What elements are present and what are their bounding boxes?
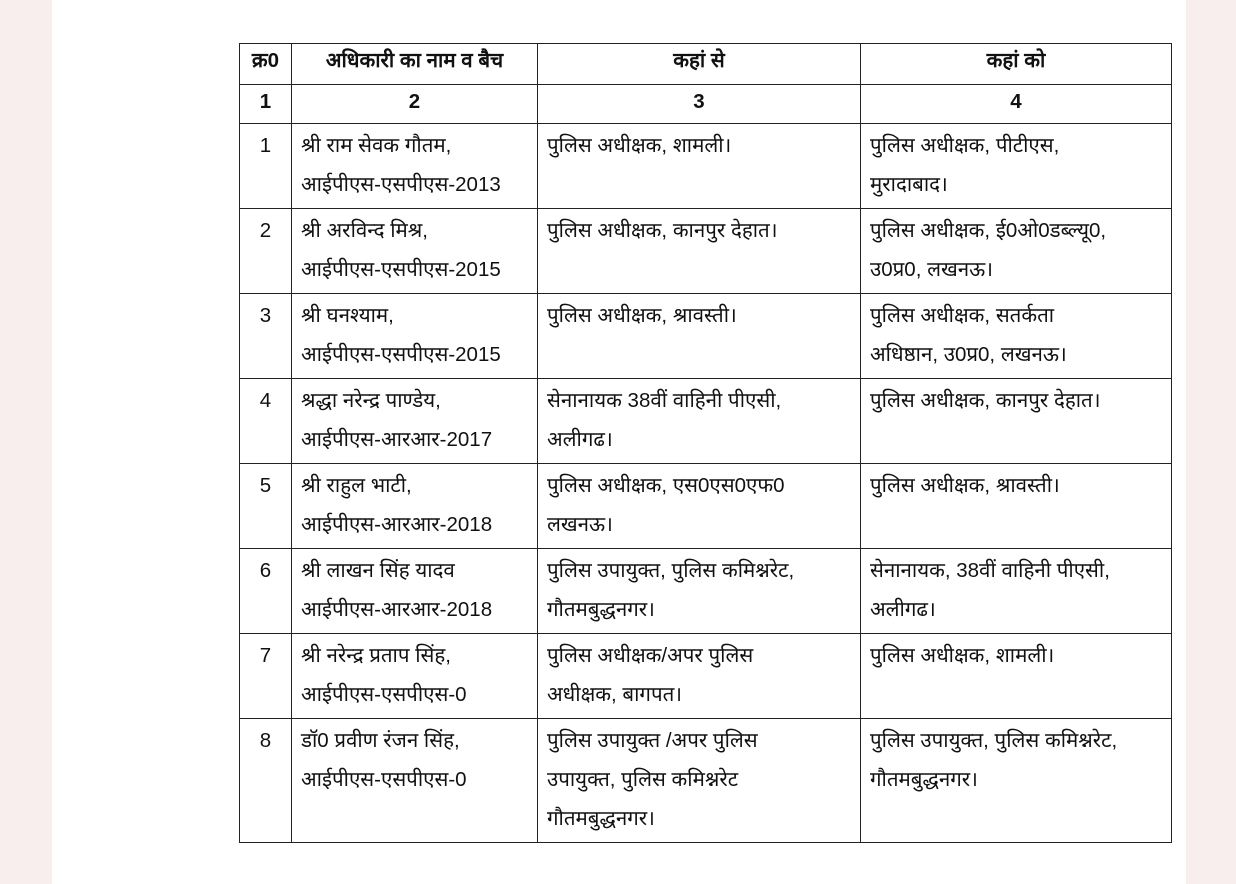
table-row xyxy=(240,634,1172,719)
officer-name-cell xyxy=(292,634,538,719)
from-posting-cell xyxy=(538,294,861,379)
column-number-row xyxy=(240,85,1172,124)
from-posting-cell xyxy=(538,124,861,209)
cell-line: उ0प्र0, लखनऊ। xyxy=(870,258,993,281)
cell-line: आईपीएस-एसपीएस-2013 xyxy=(301,173,501,196)
cell-line: आईपीएस-एसपीएस-0 xyxy=(301,683,467,706)
cell-line: पुलिस अधीक्षक, सतर्कता xyxy=(870,304,1055,327)
officer-name-cell xyxy=(292,549,538,634)
cell-line: गौतमबुद्धनगर। xyxy=(547,598,655,621)
from-posting-cell xyxy=(538,634,861,719)
officer-name-cell xyxy=(292,124,538,209)
officer-name-cell xyxy=(292,719,538,843)
table-row xyxy=(240,379,1172,464)
cell-line: अधिष्ठान, उ0प्र0, लखनऊ। xyxy=(870,343,1067,366)
from-posting-cell xyxy=(538,549,861,634)
cell-line: आईपीएस-आरआर-2017 xyxy=(301,428,493,451)
column-number: 4 xyxy=(861,85,1172,124)
to-posting-cell xyxy=(861,379,1172,464)
header-to: कहां को xyxy=(861,44,1172,85)
row-serial: 1 xyxy=(240,124,292,209)
header-from: कहां से xyxy=(538,44,861,85)
cell-line: पुलिस उपायुक्त, पुलिस कमिश्नरेट, xyxy=(870,729,1118,752)
row-serial: 6 xyxy=(240,549,292,634)
column-number: 1 xyxy=(240,85,292,124)
cell-line: पुलिस अधीक्षक, पीटीएस, xyxy=(870,134,1060,157)
to-posting-cell xyxy=(861,634,1172,719)
cell-line: पुलिस अधीक्षक, शामली। xyxy=(547,134,732,157)
row-serial: 2 xyxy=(240,209,292,294)
cell-line: सेनानायक, 38वीं वाहिनी पीएसी, xyxy=(870,559,1110,582)
to-posting-cell xyxy=(861,209,1172,294)
header-serial: क्र0 xyxy=(240,44,292,85)
table-row xyxy=(240,294,1172,379)
document-page xyxy=(52,0,1186,884)
row-serial: 4 xyxy=(240,379,292,464)
row-serial: 7 xyxy=(240,634,292,719)
cell-line: पुलिस अधीक्षक, शामली। xyxy=(870,644,1055,667)
cell-line: श्रद्धा नरेन्द्र पाण्डेय, xyxy=(301,389,441,412)
officer-name-cell xyxy=(292,209,538,294)
row-serial: 3 xyxy=(240,294,292,379)
from-posting-cell xyxy=(538,379,861,464)
cell-line: अलीगढ। xyxy=(547,428,613,451)
column-number: 3 xyxy=(538,85,861,124)
header-officer-name: अधिकारी का नाम व बैच xyxy=(292,44,538,85)
to-posting-cell xyxy=(861,294,1172,379)
table-row xyxy=(240,464,1172,549)
cell-line: पुलिस अधीक्षक, कानपुर देहात। xyxy=(547,219,778,242)
row-serial: 8 xyxy=(240,719,292,843)
cell-line: श्री नरेन्द्र प्रताप सिंह, xyxy=(301,644,451,667)
cell-line: श्री घनश्याम, xyxy=(301,304,394,327)
officer-name-cell xyxy=(292,379,538,464)
officer-name-cell xyxy=(292,464,538,549)
to-posting-cell xyxy=(861,464,1172,549)
cell-line: उपायुक्त, पुलिस कमिश्नरेट xyxy=(547,768,739,791)
to-posting-cell xyxy=(861,124,1172,209)
cell-line: आईपीएस-एसपीएस-2015 xyxy=(301,258,501,281)
cell-line: अधीक्षक, बागपत। xyxy=(547,683,683,706)
cell-line: पुलिस उपायुक्त, पुलिस कमिश्नरेट, xyxy=(547,559,795,582)
cell-line: श्री राम सेवक गौतम, xyxy=(301,134,452,157)
cell-line: सेनानायक 38वीं वाहिनी पीएसी, xyxy=(547,389,782,412)
cell-line: आईपीएस-एसपीएस-0 xyxy=(301,768,467,791)
cell-line: पुलिस अधीक्षक, ई0ओ0डब्ल्यू0, xyxy=(870,219,1107,242)
officer-name-cell xyxy=(292,294,538,379)
table-row xyxy=(240,209,1172,294)
cell-line: अलीगढ। xyxy=(870,598,936,621)
from-posting-cell xyxy=(538,719,861,843)
cell-line: आईपीएस-आरआर-2018 xyxy=(301,598,493,621)
cell-line: गौतमबुद्धनगर। xyxy=(870,768,978,791)
table-row xyxy=(240,549,1172,634)
cell-line: श्री राहुल भाटी, xyxy=(301,474,412,497)
cell-line: आईपीएस-आरआर-2018 xyxy=(301,513,493,536)
cell-line: पुलिस अधीक्षक, एस0एस0एफ0 xyxy=(547,474,785,497)
column-number: 2 xyxy=(292,85,538,124)
cell-line: पुलिस अधीक्षक, श्रावस्ती। xyxy=(547,304,737,327)
header-row xyxy=(240,44,1172,85)
cell-line: गौतमबुद्धनगर। xyxy=(547,807,655,830)
table-row xyxy=(240,124,1172,209)
cell-line: मुरादाबाद। xyxy=(870,173,948,196)
row-serial: 5 xyxy=(240,464,292,549)
cell-line: श्री लाखन सिंह यादव xyxy=(301,559,455,582)
transfer-table xyxy=(239,43,1172,843)
from-posting-cell xyxy=(538,209,861,294)
cell-line: पुलिस उपायुक्त /अपर पुलिस xyxy=(547,729,758,752)
cell-line: पुलिस अधीक्षक, श्रावस्ती। xyxy=(870,474,1060,497)
cell-line: श्री अरविन्द मिश्र, xyxy=(301,219,428,242)
table-row xyxy=(240,719,1172,843)
cell-line: पुलिस अधीक्षक/अपर पुलिस xyxy=(547,644,754,667)
table-body xyxy=(240,85,1172,843)
cell-line: पुलिस अधीक्षक, कानपुर देहात। xyxy=(870,389,1101,412)
cell-line: आईपीएस-एसपीएस-2015 xyxy=(301,343,501,366)
cell-line: लखनऊ। xyxy=(547,513,613,536)
cell-line: डॉ0 प्रवीण रंजन सिंह, xyxy=(301,729,460,752)
to-posting-cell xyxy=(861,719,1172,843)
to-posting-cell xyxy=(861,549,1172,634)
from-posting-cell xyxy=(538,464,861,549)
